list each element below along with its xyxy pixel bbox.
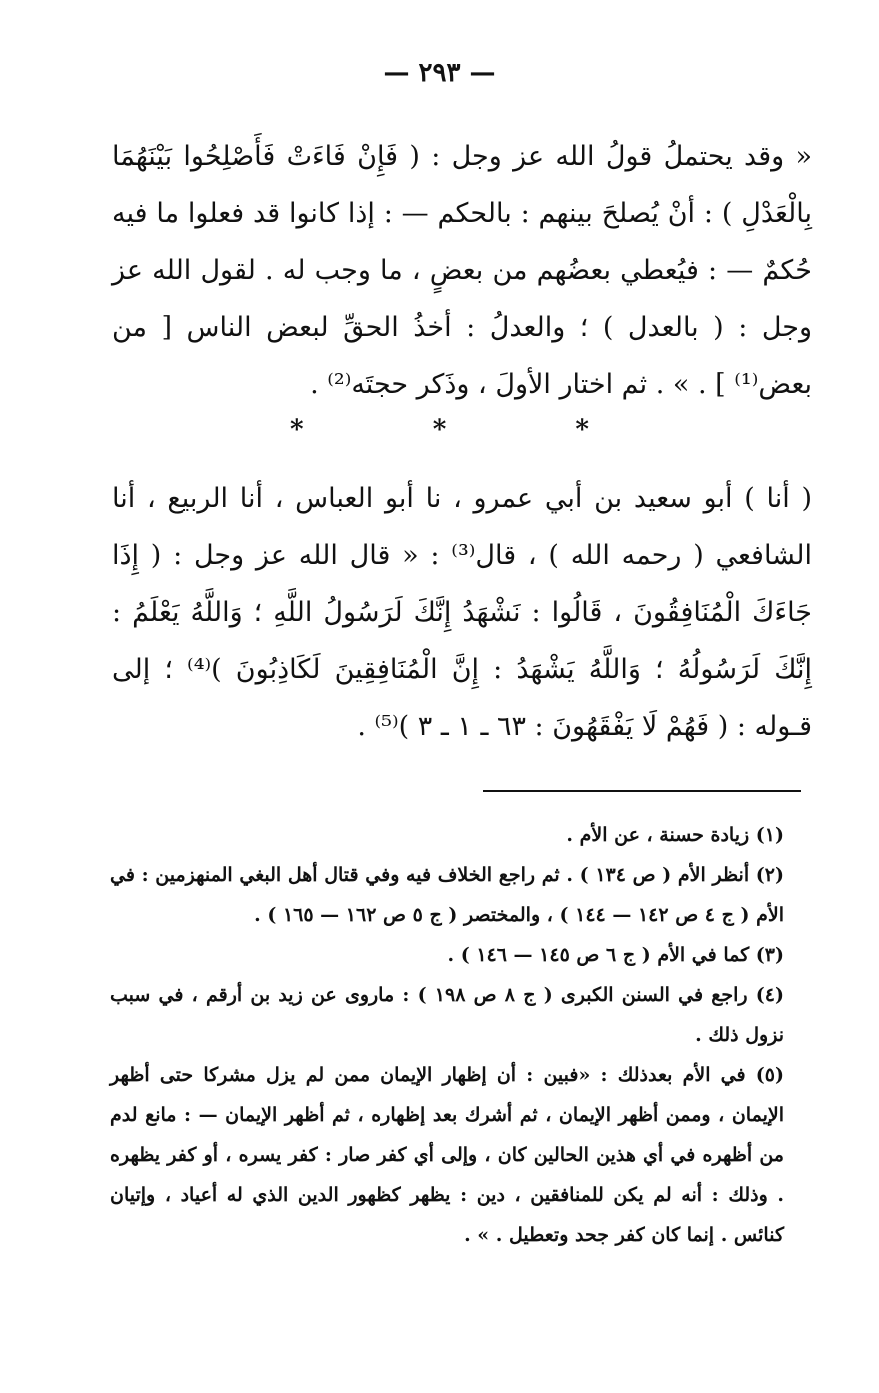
footnote-5: (٥) في الأم بعدذلك : «فبين : أن إظهار الإيمان ممن لم يزل مشركا حتى أظهر الإيمان ، وممن أظهر الإيمان ، ثم أشرك بعد إظهاره ، ثم أظهر الإيمان — : مانع لدم من أظهره في أي هذين الحالين كان ، وإلى أي كفر صار : كفر يسره ، أو كفر يظهره . وذلك : أنه لم يكن للمنافقين ، دين : يظهر كظهور الدين الذي له أعياد ، وإتيان كنائس . إنما كان كفر جحد وتعطيل . » . (110, 1064, 784, 1246)
section-1-paragraph: « وقد يحتملُ قولُ الله عز وجل : ( فَإِنْ فَاءَتْ فَأَصْلِحُوا بَيْنَهُمَا بِالْعَدْلِ ) : أنْ يُصلحَ بينهم : بالحكم — : إذا كانوا قد فعلوا ما فيه حُكمٌ — : فيُعطي بعضُهم من بعضٍ ، ما وجب له . لقول الله عز وجل : ( بالعدل ) ؛ والعدلُ : أخذُ الحقِّ لبعض الناس [ من بعض⁽¹⁾ ] . » . ثم اختار الأولَ ، وذَكر حجتَه⁽²⁾ . (112, 141, 812, 400)
section-separator: * * * (290, 415, 649, 445)
footnote-1: (١) زيادة حسنة ، عن الأم . (566, 824, 784, 846)
section-2-paragraph: ( أنا ) أبو سعيد بن أبي عمرو ، نا أبو العباس ، أنا الربيع ، أنا الشافعي ( رحمه الله ) ، قال⁽³⁾ : « قال الله عز وجل : ( إِذَا جَاءَكَ الْمُنَافِقُونَ ، قَالُوا : نَشْهَدُ إِنَّكَ لَرَسُولُ اللَّهِ ؛ وَاللَّهُ يَعْلَمُ : إِنَّكَ لَرَسُولُهُ ؛ وَاللَّهُ يَشْهَدُ : إِنَّ الْمُنَافِقِينَ لَكَاذِبُونَ )⁽⁴⁾ ؛ إلى قـوله : ( فَهُمْ لَا يَفْقَهُونَ : ٦٣ ـ ١ ـ ٣ )⁽⁵⁾ . (112, 483, 812, 742)
footnotes (110, 815, 814, 1255)
footnote-4: (٤) راجع في السنن الكبرى ( ج ٨ ص ١٩٨ ) : ماروى عن زيد بن أرقم ، في سبب نزول ذلك . (110, 984, 785, 1046)
footnote-2: (٢) أنظر الأم ( ص ١٣٤ ) . ثم راجع الخلاف فيه وفي قتال أهل البغي المنهزمين : في الأم ( ج ٤ ص ١٤٢ — ١٤٤ ) ، والمختصر ( ج ٥ ص ١٦٢ — ١٦٥ ) . (110, 864, 784, 926)
section-2 (112, 470, 812, 755)
section-1 (112, 128, 812, 413)
footnote-3: (٣) كما في الأم ( ج ٦ ص ١٤٥ — ١٤٦ ) . (447, 944, 784, 966)
footnote-divider (483, 790, 801, 792)
page-number: — ٢٩٣ — (383, 58, 496, 88)
